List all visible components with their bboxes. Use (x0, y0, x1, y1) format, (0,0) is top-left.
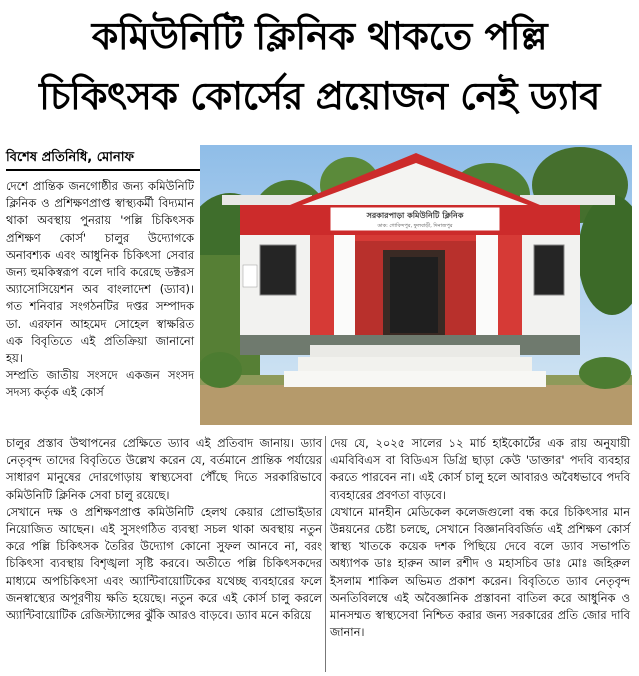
clinic-sign-text: সরকারপাড়া কমিউনিটি ক্লিনিক (366, 211, 464, 220)
article-column-bottom-left (6, 435, 322, 624)
paragraph: দেশে প্রান্তিক জনগোষ্ঠীর জন্য কমিউনিটি ক্লিনিক ও প্রশিক্ষণপ্রাপ্ত স্বাস্থ্যকর্মী বিদ্যমান থাকা অবস্থায় পুনরায় 'পল্লি চিকিৎসক প্রশিক্ষণ কোর্স' চালুর উদ্যোগকে অনাবশ্যক এবং আধুনিক চিকিৎসা সেবার জন্য হুমকিস্বরূপ বলে দাবি করেছে ডক্টরস অ্যাসোসিয়েশন অব বাংলাদেশ (ড্যাব)। গত শনিবার সংগঠনটির দপ্তর সম্পাদক ডা. এরফান আহমেদ সোহেল স্বাক্ষরিত এক বিবৃতিতে এই প্রতিক্রিয়া জানানো হয়। (6, 179, 194, 366)
clinic-sign-subtext: ডাক: গোবিন্দপুর, ফুলবাড়ী, দিনাজপুর (377, 223, 453, 229)
headline (0, 0, 639, 132)
byline: বিশেষ প্রতিনিধি, মোনাফ (6, 147, 202, 171)
headline-line-1: কমিউনিটি ক্লিনিক থাকতে পল্লি (91, 14, 548, 58)
paragraph: চালুর প্রস্তাব উত্থাপনের প্রেক্ষিতে ড্যাব এই প্রতিবাদ জানায়। ড্যাব নেতৃবৃন্দ তাদের বিবৃতিতে উল্লেখ করেন যে, বর্তমানে প্রান্তিক পর্যায়ের সাধারণ মানুষের দোরগোড়ায় স্বাস্থ্যসেবা পৌঁছে দিতে সরকারিভাবে কমিউনিটি ক্লিনিক সেবা চালু রয়েছে। (6, 436, 322, 502)
paragraph: যেখানে মানহীন মেডিকেল কলেজগুলো বন্ধ করে চিকিৎসার মান উন্নয়নের চেষ্টা চলছে, সেখানে বিজ্ঞানবিবর্জিত এই প্রশিক্ষণ কোর্স স্বাস্থ্য খাতকে কয়েক দশক পিছিয়ে দেবে বলে ড্যাব সভাপতি অধ্যাপক ডাঃ হারুন আল রশীদ ও মহাসচিব ডাঃ মোঃ জহিরুল ইসলাম শাকিল অভিমত প্রকাশ করেন। বিবৃতিতে ড্যাব নেতৃবৃন্দ অনতিবিলম্বে এই অবৈজ্ঞানিক প্রস্তাবনা বাতিল করে আধুনিক ও মানসম্মত স্বাস্থ্যসেবা নিশ্চিত করার জন্য সরকারের প্রতি জোর দাবি জানান। (330, 504, 630, 640)
column-divider (325, 436, 326, 672)
paragraph: সেখানে দক্ষ ও প্রশিক্ষণপ্রাপ্ত কমিউনিটি হেলথ কেয়ার প্রোভাইডার নিয়োজিত আছেন। এই সুসংগঠিত ব্যবস্থা সচল থাকা অবস্থায় নতুন করে পল্লি চিকিৎসক তৈরির উদ্যোগ কোনো সুফল আনবে না, বরং চিকিৎসা ব্যবস্থায় বিশৃঙ্খলা সৃষ্টি করবে। অতীতে পল্লি চিকিৎসকদের মাধ্যমে অপচিকিৎসা এবং অ্যান্টিবায়োটিকের যথেচ্ছ ব্যবহারের ফলে জনস্বাস্থ্যের অপূরণীয় ক্ষতি হয়েছে। নতুন করে এই কোর্স চালু করলে অ্যান্টিবায়োটিক রেজিস্ট্যান্সের ঝুঁকি আরও বাড়বে। ড্যাব মনে করিয়ে (6, 504, 322, 623)
article-column-right (330, 435, 630, 641)
clinic-photo (200, 145, 632, 425)
paragraph: দেয় যে, ২০২৫ সালের ১২ মার্চ হাইকোর্টের এক রায় অনুযায়ী এমবিবিএস বা বিডিএস ডিগ্রি ছাড়া কেউ 'ডাক্তার' পদবি ব্যবহার করতে পারবেন না। এই কোর্স চালু হলে আবারও অবৈধভাবে পদবি ব্যবহারের প্রবণতা বাড়বে। (330, 436, 630, 502)
article-column-top-left (6, 178, 194, 402)
headline-line-2: চিকিৎসক কোর্সের প্রয়োজন নেই ড্যাব (39, 74, 600, 118)
paragraph: সম্প্রতি জাতীয় সংসদে একজন সংসদ সদস্য কর্তৃক এই কোর্স (6, 368, 194, 400)
